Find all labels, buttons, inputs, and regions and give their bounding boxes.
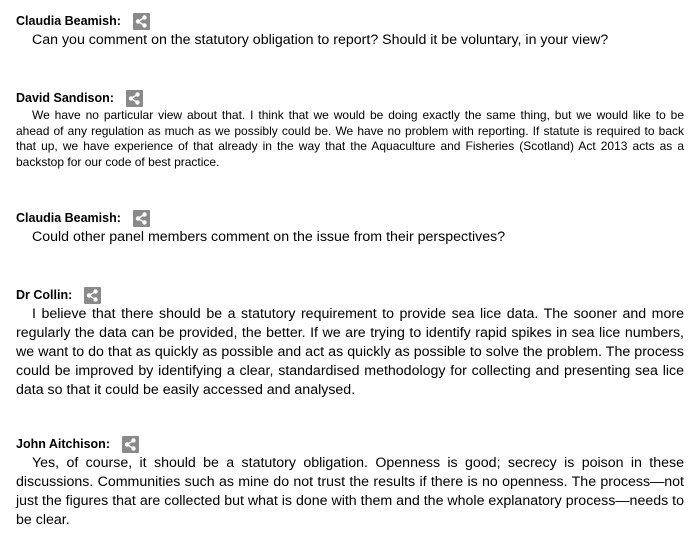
speaker-name: John Aitchison: (16, 437, 110, 451)
share-button[interactable] (133, 210, 150, 227)
share-icon (133, 210, 150, 227)
speaker-name: David Sandison: (16, 91, 114, 105)
speech-entry (16, 88, 684, 170)
speech-entry (16, 11, 684, 50)
speech-text: Can you comment on the statutory obligation to report? Should it be voluntary, in your view? (32, 32, 609, 48)
speech-entry (16, 434, 684, 530)
share-button[interactable] (122, 436, 139, 453)
share-icon (122, 436, 139, 453)
speaker-name: Dr Collin: (16, 288, 73, 302)
speaker-line (16, 11, 684, 31)
speaker-name: Claudia Beamish: (16, 211, 121, 225)
share-button[interactable] (126, 90, 143, 107)
share-icon (133, 13, 150, 30)
speech-entry (16, 208, 684, 247)
speech-text: I believe that there should be a statutory requirement to provide sea lice data. The sooner and more regularly the data can be provided, the better. If we are trying to identify rapid spikes in sea lice numbers, we want to do that as quickly as possible and act as quickly as possible to solve the problem. The process could be improved by identifying a clear, standardised methodology for collecting and presenting sea lice data so that it could be easily accessed and analysed. (16, 306, 684, 398)
speaker-name: Claudia Beamish: (16, 14, 121, 28)
speech-text: Could other panel members comment on the issue from their perspectives? (32, 229, 506, 245)
share-button[interactable] (133, 13, 150, 30)
speaker-line (16, 88, 684, 108)
speaker-line (16, 285, 684, 305)
share-button[interactable] (84, 287, 101, 304)
speech-text: We have no particular view about that. I think that we would be doing exactly the same thing, but we would like to be ahead of any regulation as much as we possibly could be. We have no problem with reporting. If statute is required to back that up, we have experience of that already in the way that the Aquaculture and Fisheries (Scotland) Act 2013 acts as a backstop for our code of best practice. (16, 108, 684, 169)
speaker-line (16, 434, 684, 454)
share-icon (84, 287, 101, 304)
speaker-line (16, 208, 684, 228)
speech-entry (16, 285, 684, 400)
share-icon (126, 90, 143, 107)
speech-text: Yes, of course, it should be a statutory obligation. Openness is good; secrecy is poison in these discussions. Communities such as mine do not trust the results if there is no openness. The process—not just the figures that are collected but what is done with them and the whole explanatory process—needs to be clear. (16, 455, 684, 528)
